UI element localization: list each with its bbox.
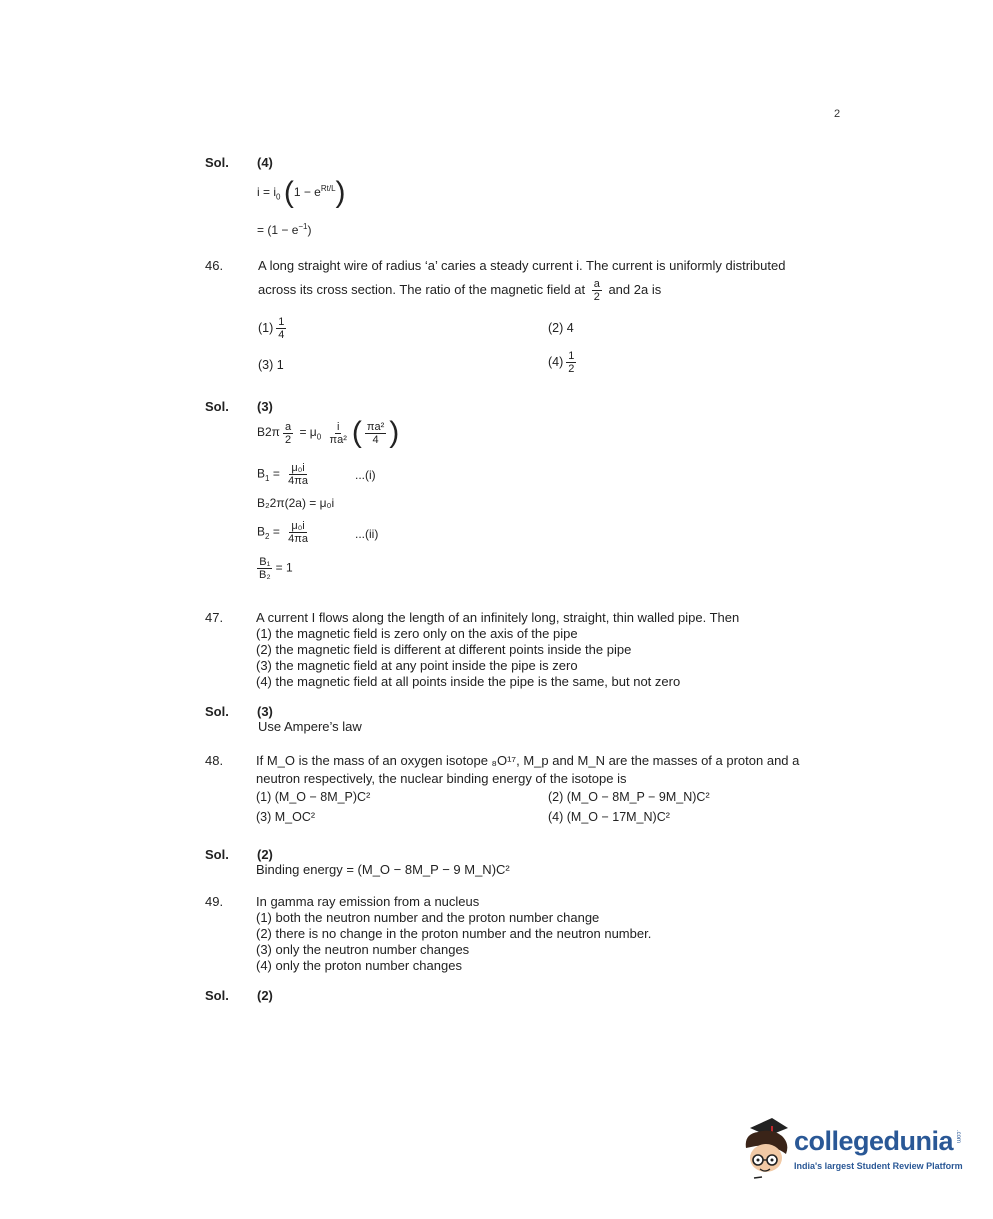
sol46-equation-4: $B_2$ = $\frac{\text{μ₀i}}{4\pi a}$: [257, 520, 308, 545]
mascot-icon: [742, 1114, 794, 1182]
sol45-answer: (4): [257, 155, 273, 170]
q47-option-1: (1) the magnetic field is zero only on the axis of the pipe: [256, 626, 578, 641]
q49-option-1: (1) both the neutron number and the proton number change: [256, 910, 600, 925]
q47-stem: A current I flows along the length of an infinitely long, straight, thin walled pipe. Then: [256, 610, 740, 625]
q46-option-2: (2) 4: [548, 321, 574, 335]
q48-option-2: (2) (M_O − 8M_P − 9M_N)C²: [548, 790, 710, 804]
page-number: 2: [834, 108, 841, 120]
fraction-a-over-2: $\frac{a}{2}$: [593, 278, 600, 303]
q46-option-4: (4) $\frac{1}{2}$: [548, 350, 575, 375]
sol46-tag-ii: ...(ii): [355, 527, 379, 541]
sol-label: Sol.: [205, 155, 229, 170]
sol47-answer: (3): [257, 704, 273, 719]
q46-option-3: (3) 1: [258, 358, 284, 372]
logo-suffix: .com: [955, 1130, 961, 1144]
sol46-equation-3: B₂2π(2a) = μ₀i: [257, 496, 335, 510]
question-number-47: 47.: [205, 610, 224, 625]
q46-option-1: (1) $\frac{1}{4}$: [258, 316, 285, 341]
sol48-answer: (2): [257, 847, 273, 862]
logo-tagline: India's largest Student Review Platform: [794, 1161, 963, 1171]
logo-wordmark: collegedunia: [794, 1126, 954, 1156]
q49-option-4: (4) only the proton number changes: [256, 958, 462, 973]
sol46-equation-2: $B_1$ = $\frac{\text{μ₀i}}{4\pi a}$: [257, 462, 308, 487]
q48-line-1: If M_O is the mass of an oxygen isotope ₈O¹⁷, M_p and M_N are the masses of a proton and a: [256, 753, 800, 768]
q47-body: [256, 610, 846, 690]
sol49-answer: (2): [257, 988, 273, 1003]
question-number-48: 48.: [205, 753, 224, 768]
sol45-equation-2: = $(1 - e^{-1})$: [257, 222, 312, 237]
q49-option-3: (3) only the neutron number changes: [256, 942, 470, 957]
question-number-46: 46.: [205, 258, 224, 273]
q46-line-1: A long straight wire of radius ‘a’ caries a steady current i. The current is uniformly distributed: [258, 258, 786, 273]
q47-option-3: (3) the magnetic field at any point inside the pipe is zero: [256, 658, 578, 673]
q47-option-4: (4) the magnetic field at all points inside the pipe is the same, but not zero: [256, 674, 681, 689]
question-number-49: 49.: [205, 894, 224, 909]
q49-option-2: (2) there is no change in the proton number and the neutron number.: [256, 926, 652, 941]
sol-label: Sol.: [205, 847, 229, 862]
q48-option-4: (4) (M_O − 17M_N)C²: [548, 810, 670, 824]
q48-option-1: (1) (M_O − 8M_P)C²: [256, 790, 371, 804]
sol45-equation-1: $i = i_0$ $(1 - e^{Rt/L})$: [257, 176, 346, 209]
sol47-text: Use Ampere’s law: [258, 719, 362, 734]
sol-label: Sol.: [205, 704, 229, 719]
sol-label: Sol.: [205, 988, 229, 1003]
sol46-answer: (3): [257, 399, 273, 414]
q49-body: [256, 894, 846, 974]
q47-option-2: (2) the magnetic field is different at different points inside the pipe: [256, 642, 632, 657]
sol-label: Sol.: [205, 399, 229, 414]
sol46-equation-5: $\frac{\text{B₁}}{\text{B₂}}$ = 1: [259, 556, 293, 581]
sol46-equation-1: B2π $\frac{a}{2}$ = $\mu_0$ $\frac{i}{\text{πa²}}$ ( $\frac{\text{πa²}}{4}$ ): [257, 416, 400, 449]
q46-line-2: across its cross section. The ratio of the magnetic field at $\frac{a}{2}$ and 2a is: [258, 278, 662, 303]
q49-stem: In gamma ray emission from a nucleus: [256, 894, 480, 909]
q48-line-2: neutron respectively, the nuclear binding energy of the isotope is: [256, 771, 627, 786]
sol46-tag-i: ...(i): [355, 468, 376, 482]
q48-option-3: (3) M_OC²: [256, 810, 316, 824]
sol48-text: Binding energy = (M_O − 8M_P − 9 M_N)C²: [256, 862, 510, 877]
